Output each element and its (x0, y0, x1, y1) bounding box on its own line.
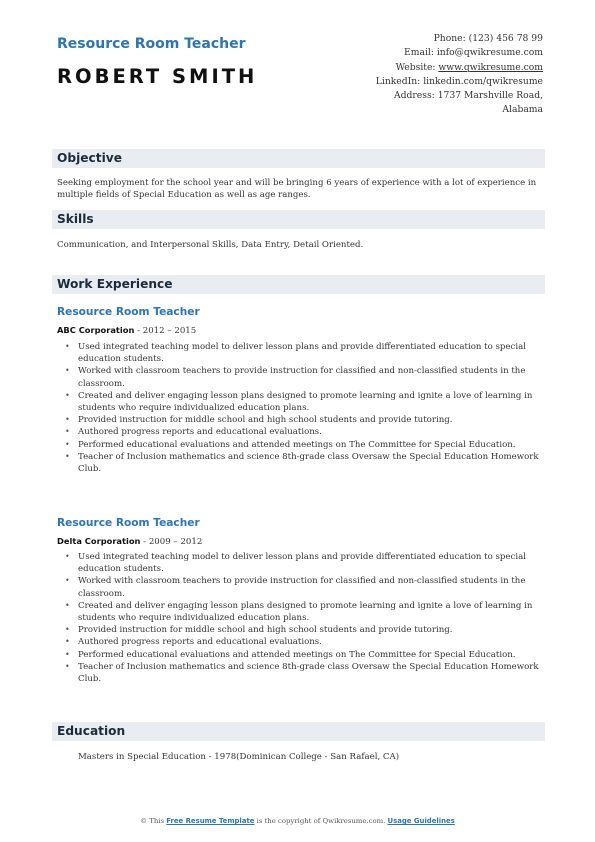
job-dates-2: - 2009 – 2012 (140, 537, 203, 547)
email-label: Email: (404, 47, 434, 59)
work-section-bar (52, 275, 545, 294)
usage-guidelines-link[interactable]: Usage Guidelines (387, 817, 455, 825)
contact-phone (333, 32, 543, 46)
address-line1: 1737 Marshville Road, (437, 90, 543, 102)
footer (0, 816, 595, 826)
contact-block (333, 32, 543, 118)
contact-email (333, 46, 543, 60)
objective-heading: Objective (57, 151, 122, 165)
list-item: • Teacher of Inclusion mathematics and science 8th-grade class Oversaw the Special Education Homework Club. (63, 661, 545, 685)
job-bullets-2 (63, 551, 545, 685)
company-name-1: ABC Corporation (57, 325, 135, 335)
skills-text: Communication, and Interpersonal Skills, Data Entry, Detail Oriented. (57, 240, 364, 250)
website-label: Website: (395, 61, 436, 73)
contact-linkedin (333, 75, 543, 89)
objective-text: Seeking employment for the school year and will be bringing 6 years of experience with a lot of experience in multiple fields of Special Education as well as age ranges. (57, 178, 537, 201)
skills-heading: Skills (57, 212, 94, 226)
list-item: • Created and deliver engaging lesson plans designed to promote learning and ignite a love of learning in students who require individualized education plans. (63, 600, 545, 624)
job-title: Resource Room Teacher (57, 36, 246, 52)
company-name-2: Delta Corporation (57, 536, 141, 546)
website-link[interactable]: www.qwikresume.com (438, 61, 543, 73)
job-title-2: Resource Room Teacher (57, 517, 200, 529)
contact-address (333, 89, 543, 103)
address-label: Address: (394, 90, 435, 102)
list-item: • Used integrated teaching model to deliver lesson plans and provide differentiated education to special education students. (63, 341, 545, 365)
list-item: • Authored progress reports and educational evaluations. (63, 426, 545, 438)
job-bullets-1 (63, 341, 545, 475)
header (57, 36, 257, 89)
objective-section-bar (52, 149, 545, 168)
contact-address-line2: Alabama (502, 104, 543, 116)
job-dates-1: - 2012 – 2015 (134, 326, 197, 336)
education-heading: Education (57, 724, 126, 738)
list-item: • Performed educational evaluations and attended meetings on The Committee for Special Education. (63, 439, 545, 451)
list-item: • Created and deliver engaging lesson plans designed to promote learning and ignite a love of learning in students who require individualized education plans. (63, 390, 545, 414)
company-line-1 (57, 324, 196, 337)
list-item: • Worked with classroom teachers to provide instruction for classified and non-classified students in the classroom. (63, 365, 545, 389)
list-item: • Worked with classroom teachers to provide instruction for classified and non-classified students in the classroom. (63, 575, 545, 599)
free-resume-template-link[interactable]: Free Resume Template (166, 817, 255, 825)
list-item: • Provided instruction for middle school and high school students and provide tutoring. (63, 624, 545, 636)
list-item: • Performed educational evaluations and attended meetings on The Committee for Special Education. (63, 649, 545, 661)
work-heading: Work Experience (57, 277, 173, 291)
education-section-bar (52, 722, 545, 741)
list-item: • Authored progress reports and educational evaluations. (63, 636, 545, 648)
linkedin-label: LinkedIn: (375, 75, 421, 87)
linkedin-value: linkedin.com/qwikresume (423, 75, 543, 87)
footer-prefix: © This (140, 817, 167, 825)
company-line-2 (57, 535, 202, 548)
list-item: • Used integrated teaching model to deliver lesson plans and provide differentiated education to special education students. (63, 551, 545, 575)
footer-middle: is the copyright of Qwikresume.com. (254, 817, 388, 825)
skills-section-bar (52, 210, 545, 229)
education-entry: Masters in Special Education - 1978(Dominican College - San Rafael, CA) (78, 752, 400, 762)
list-item: • Provided instruction for middle school and high school students and provide tutoring. (63, 414, 545, 426)
job-title-1: Resource Room Teacher (57, 306, 200, 318)
email-value: info@qwikresume.com (436, 47, 543, 59)
list-item: • Teacher of Inclusion mathematics and science 8th-grade class Oversaw the Special Education Homework Club. (63, 451, 545, 475)
contact-website (333, 61, 543, 75)
person-name: ROBERT SMITH (57, 65, 258, 88)
phone-value: (123) 456 78 99 (468, 33, 543, 44)
phone-label: Phone: (433, 33, 466, 44)
